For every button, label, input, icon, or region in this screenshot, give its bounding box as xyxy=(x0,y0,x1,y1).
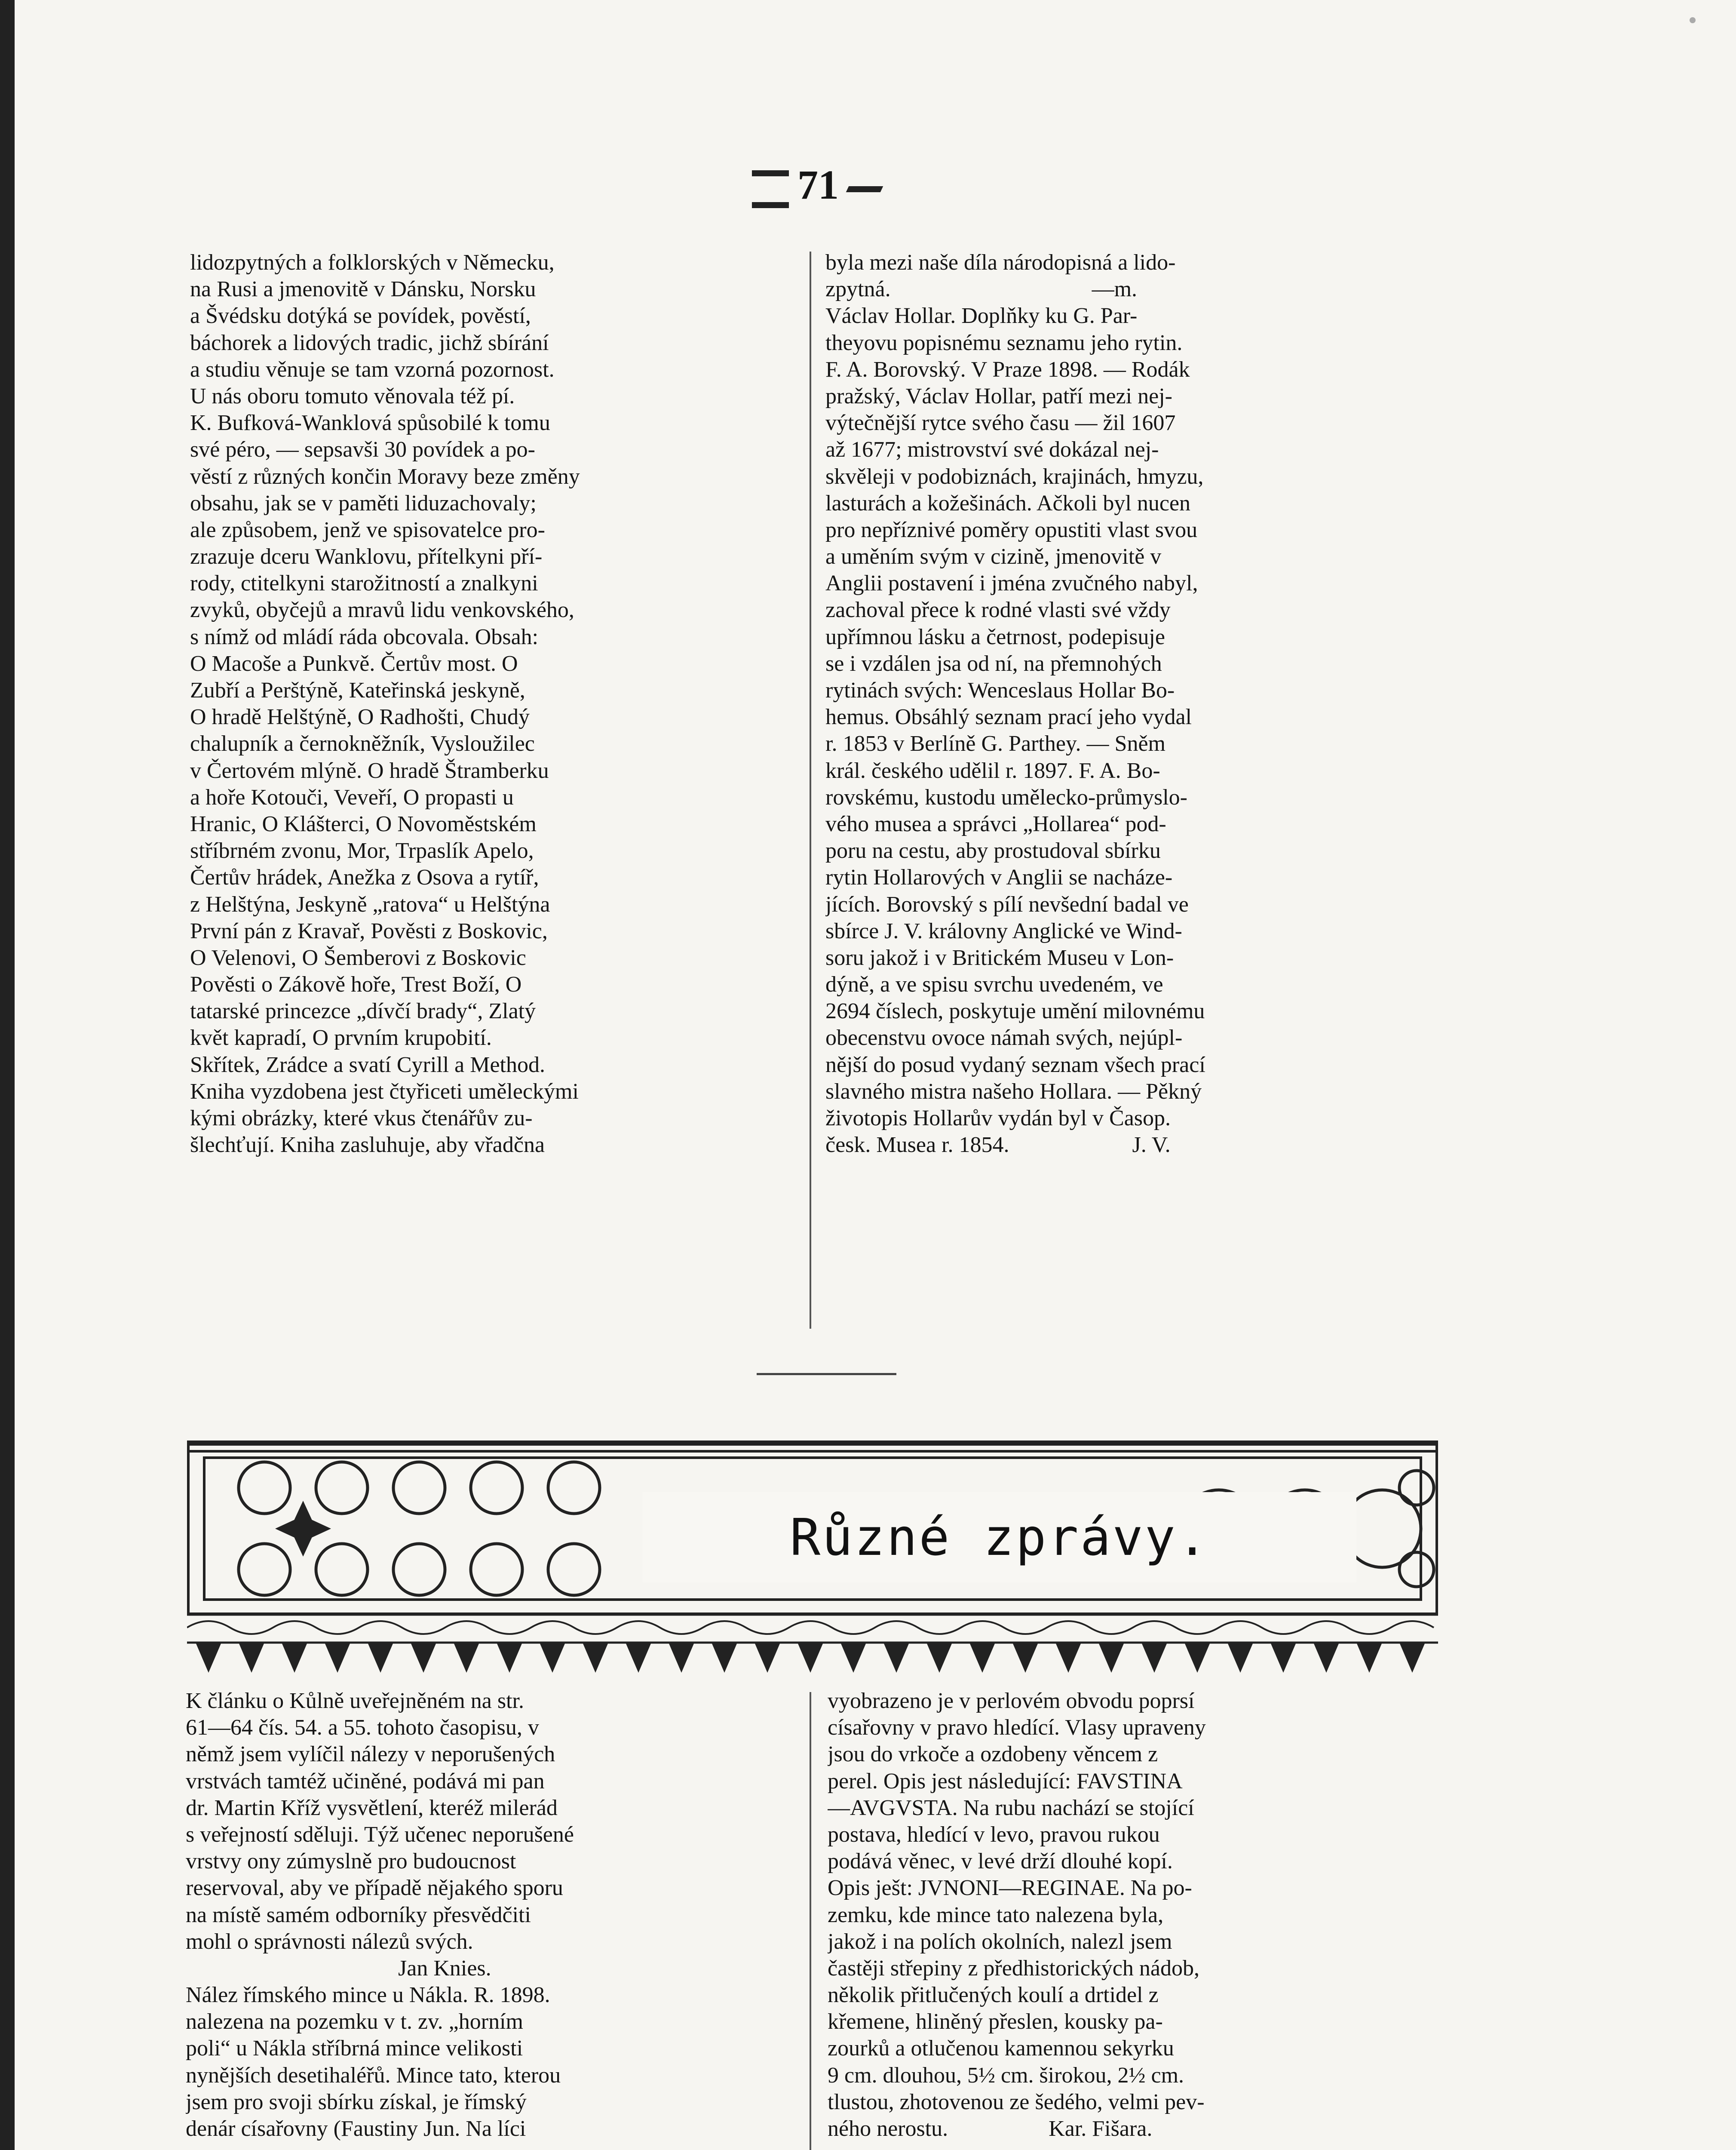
dash-ornament-icon xyxy=(846,186,883,192)
article-column-bottom-right xyxy=(828,1688,1442,2142)
text-line: vyobrazeno je v perlovém obvodu poprsí xyxy=(828,1689,1195,1713)
text-line: Opis ješt: JVNONI—REGINAE. Na po- xyxy=(828,1876,1192,1901)
text-line: K článku o Kůlně uveřejněném na str. xyxy=(186,1689,524,1713)
text-line: obecenstvu ovoce námah svých, nejúpl- xyxy=(825,1026,1183,1050)
column-divider xyxy=(810,1692,811,2150)
text-line: rody, ctitelkyni starožitností a znalkyni xyxy=(190,571,538,596)
section-rule xyxy=(757,1373,896,1375)
text-line: a Švédsku dotýká se povídek, pověstí, xyxy=(190,304,531,329)
text-line: denár císařovny (Faustiny Jun. Na líci xyxy=(186,2116,526,2141)
text-line: šlechťují. Kniha zasluhuje, aby vřadčna xyxy=(190,1133,545,1158)
text-line: Anglii postavení i jména zvučného nabyl, xyxy=(825,571,1198,596)
text-line: pro nepříznivé poměry opustiti vlast svou xyxy=(825,517,1198,542)
scan-edge xyxy=(0,0,15,2150)
text-line: křemene, hliněný přeslen, kousky pa- xyxy=(828,2009,1163,2034)
text-line: nalezena na pozemku v t. zv. „horním xyxy=(186,2009,523,2034)
article-column-bottom-left xyxy=(186,1688,796,2142)
text-line: životopis Hollarův vydán byl v Časop. xyxy=(825,1106,1171,1130)
text-line: zpytná. —m. xyxy=(825,277,1138,302)
ornament-icon xyxy=(752,170,789,208)
article-column-top-left xyxy=(190,249,792,1158)
text-line: sbírce J. V. královny Anglické ve Wind- xyxy=(825,918,1182,943)
text-line: rytin Hollarových v Anglii se nacháze- xyxy=(825,865,1173,890)
text-line: vrstvách tamtéž učiněné, podává mi pan xyxy=(186,1769,545,1794)
text-line: Václav Hollar. Doplňky ku G. Par- xyxy=(825,304,1138,329)
text-line: v Čertovém mlýně. O hradě Štramberku xyxy=(190,758,549,783)
text-line: král. českého udělil r. 1897. F. A. Bo- xyxy=(825,758,1160,783)
text-line: ale způsobem, jenž ve spisovatelce pro- xyxy=(190,517,545,542)
text-line: Nález římského mince u Nákla. R. 1898. xyxy=(186,1983,550,2008)
text-line: F. A. Borovský. V Praze 1898. — Rodák xyxy=(825,357,1190,382)
text-line: Skřítek, Zrádce a svatí Cyrill a Method. xyxy=(190,1052,546,1077)
text-line: nější do posud vydaný seznam všech prací xyxy=(825,1052,1205,1077)
page-number xyxy=(727,159,907,211)
text-line: a hoře Kotouči, Veveří, O propasti u xyxy=(190,785,514,810)
text-line: K. Bufková-Wanklová spůsobilé k tomu xyxy=(190,411,550,436)
text-line: rovskému, kustodu umělecko-průmyslo- xyxy=(825,785,1187,810)
article-column-top-right xyxy=(825,249,1436,1158)
scan-speck xyxy=(1690,17,1696,23)
text-line: 61—64 čís. 54. a 55. tohoto časopisu, v xyxy=(186,1715,539,1740)
text-line: kými obrázky, které vkus čtenářův zu- xyxy=(190,1106,533,1130)
text-line: lasturách a kožešinách. Ačkoli byl nucen xyxy=(825,491,1191,516)
text-line: Pověsti o Zákově hoře, Trest Boží, O xyxy=(190,972,522,997)
text-line: až 1677; mistrovství své dokázal nej- xyxy=(825,437,1159,462)
text-line: postava, hledící v levo, pravou rukou xyxy=(828,1822,1160,1847)
text-line: 2694 číslech, poskytuje umění milovnému xyxy=(825,999,1205,1024)
text-line: hemus. Obsáhlý seznam prací jeho vydal xyxy=(825,705,1192,730)
text-line: tatarské princezce „dívčí brady“, Zlatý xyxy=(190,999,536,1024)
text-line: výtečnější rytce svého času — žil 1607 xyxy=(825,411,1176,436)
text-line: chalupník a černokněžník, Vysloužilec xyxy=(190,731,535,756)
text-line: dr. Martin Kříž vysvětlení, kteréž milerád xyxy=(186,1795,558,1820)
text-line: a uměním svým v cizině, jmenovitě v xyxy=(825,544,1162,569)
text-line: slavného mistra našeho Hollara. — Pěkný xyxy=(825,1079,1202,1104)
text-line: O hradě Helštýně, O Radhošti, Chudý xyxy=(190,705,530,730)
text-line: jících. Borovský s pílí nevšední badal ve xyxy=(825,892,1189,917)
text-line: na Rusi a jmenovitě v Dánsku, Norsku xyxy=(190,277,536,302)
section-title: Různé zprávy. xyxy=(643,1492,1356,1582)
text-line: květ kapradí, O prvním krupobití. xyxy=(190,1026,492,1050)
text-line: lidozpytných a folklorských v Německu, xyxy=(190,250,555,275)
text-line: podává věnec, v levé drží dlouhé kopí. xyxy=(828,1849,1173,1874)
text-line: báchorek a lidových tradic, jichž sbírání xyxy=(190,330,549,355)
text-line: O Velenovi, O Šemberovi z Boskovic xyxy=(190,945,526,970)
text-line: Kniha vyzdobena jest čtyřiceti uměleckými xyxy=(190,1079,579,1104)
text-line: Jan Knies. xyxy=(186,1956,491,1981)
column-divider xyxy=(810,252,811,1329)
section-banner xyxy=(187,1440,1438,1675)
text-line: pražský, Václav Hollar, patří mezi nej- xyxy=(825,384,1172,408)
text-line: se i vzdálen jsa od ní, na přemnohých xyxy=(825,651,1162,676)
text-line: skvěleji v podobiznách, krajinách, hmyzu, xyxy=(825,464,1204,489)
text-line: vého musea a správci „Hollarea“ pod- xyxy=(825,811,1166,836)
text-line: na místě samém odborníky přesvědčiti xyxy=(186,1902,531,1927)
text-line: císařovny v pravo hledící. Vlasy upraveny xyxy=(828,1715,1206,1740)
text-line: O Macoše a Punkvě. Čertův most. O xyxy=(190,651,518,676)
text-line: česk. Musea r. 1854. J. V. xyxy=(825,1133,1171,1158)
text-line: ného nerostu. Kar. Fišara. xyxy=(828,2116,1153,2141)
text-line: zrazuje dceru Wanklovu, přítelkyni pří- xyxy=(190,544,543,569)
text-line: své péro, — sepsavši 30 povídek a po- xyxy=(190,437,535,462)
text-line: byla mezi naše díla národopisná a lido- xyxy=(825,250,1176,275)
text-line: —AVGVSTA. Na rubu nachází se stojící xyxy=(828,1795,1194,1820)
text-line: Zubří a Perštýně, Kateřinská jeskyně, xyxy=(190,678,525,703)
text-line: První pán z Kravař, Pověsti z Boskovic, xyxy=(190,918,548,943)
text-line: a studiu věnuje se tam vzorná pozornost. xyxy=(190,357,555,382)
text-line: Hranic, O Klášterci, O Novoměstském xyxy=(190,811,537,836)
text-line: z Helštýna, Jeskyně „ratova“ u Helštýna xyxy=(190,892,550,917)
text-line: U nás oboru tomuto věnovala též pí. xyxy=(190,384,515,408)
text-line: zachoval přece k rodné vlasti své vždy xyxy=(825,598,1171,623)
text-line: několik přitlučených koulí a drtidel z xyxy=(828,1983,1159,2008)
text-line: němž jsem vylíčil nálezy v neporušených xyxy=(186,1742,555,1767)
text-line: vrstvy ony zúmyslně pro budoucnost xyxy=(186,1849,516,1874)
text-line: Čertův hrádek, Anežka z Osova a rytíř, xyxy=(190,865,539,890)
text-line: zemku, kde mince tato nalezena byla, xyxy=(828,1902,1164,1927)
text-line: tlustou, zhotovenou ze šedého, velmi pev- xyxy=(828,2089,1205,2114)
text-line: poru na cestu, aby prostudoval sbírku xyxy=(825,838,1161,863)
text-line: perel. Opis jest následující: FAVSTINA xyxy=(828,1769,1183,1794)
text-line: jsou do vrkoče a ozdobeny věncem z xyxy=(828,1742,1158,1767)
text-line: jsem pro svoji sbírku získal, je římský xyxy=(186,2089,527,2114)
text-line: obsahu, jak se v paměti liduzachovaly; xyxy=(190,491,537,516)
text-line: rytinách svých: Wenceslaus Hollar Bo- xyxy=(825,678,1175,703)
text-line: zvyků, obyčejů a mravů lidu venkovského, xyxy=(190,598,574,623)
text-line: věstí z různých končin Moravy beze změny xyxy=(190,464,580,489)
text-line: poli“ u Nákla stříbrná mince velikosti xyxy=(186,2036,523,2061)
text-line: 9 cm. dlouhou, 5½ cm. širokou, 2½ cm. xyxy=(828,2063,1184,2088)
page-number-text: 71 xyxy=(797,162,839,208)
text-line: theyovu popisnému seznamu jeho rytin. xyxy=(825,330,1183,355)
text-line: r. 1853 v Berlíně G. Parthey. — Sněm xyxy=(825,731,1166,756)
text-line: dýně, a ve spisu svrchu uvedeném, ve xyxy=(825,972,1163,997)
text-line: jakož i na polích okolních, nalezl jsem xyxy=(828,1929,1172,1954)
text-line: stříbrném zvonu, Mor, Trpaslík Apelo, xyxy=(190,838,534,863)
text-line: upřímnou lásku a četrnost, podepisuje xyxy=(825,624,1165,649)
text-line: mohl o správnosti nálezů svých. xyxy=(186,1929,473,1954)
text-line: nynějších desetihaléřů. Mince tato, kterou xyxy=(186,2063,561,2088)
text-line: reservoval, aby ve případě nějakého sporu xyxy=(186,1876,563,1901)
text-line: s nímž od mládí ráda obcovala. Obsah: xyxy=(190,624,539,649)
text-line: zourků a otlučenou kamennou sekyrku xyxy=(828,2036,1174,2061)
text-line: soru jakož i v Britickém Museu v Lon- xyxy=(825,945,1174,970)
text-line: častěji střepiny z předhistorických nádob, xyxy=(828,1956,1199,1981)
text-line: s veřejností sděluji. Týž učenec neporušené xyxy=(186,1822,574,1847)
